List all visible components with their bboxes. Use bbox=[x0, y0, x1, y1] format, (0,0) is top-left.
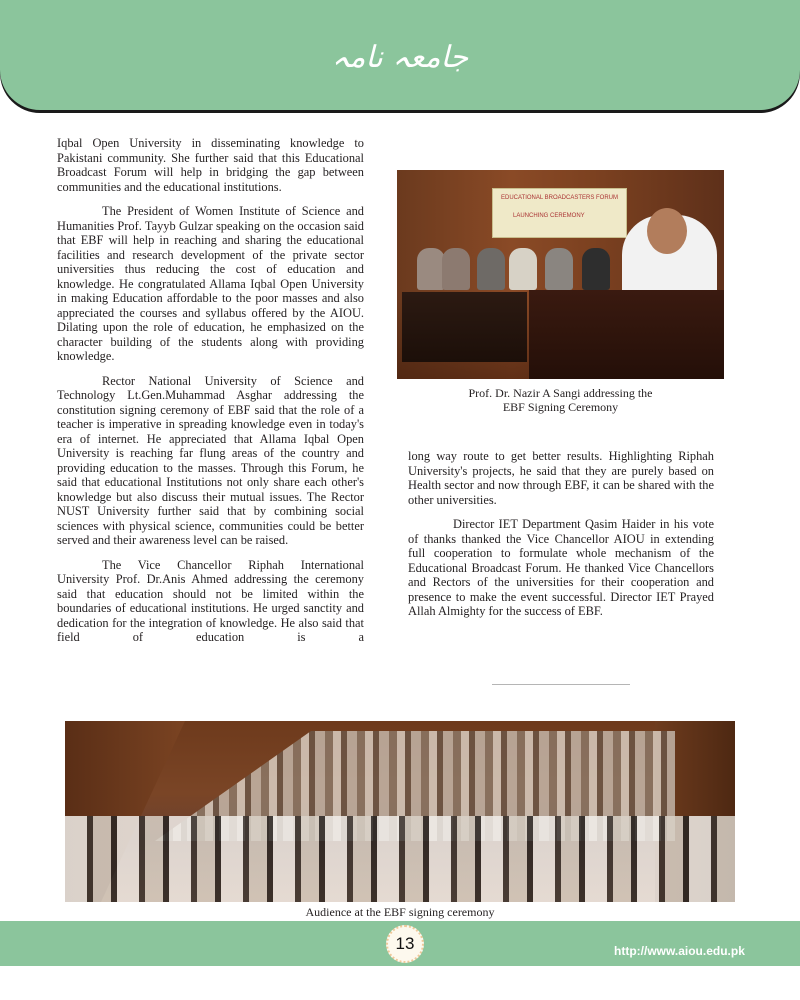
paragraph: Iqbal Open University in disseminating knowledge to Pakistani community. She further said that this Educational Broadcast Forum will help in bridging the gap between communities and the educational institutions. bbox=[57, 136, 364, 194]
caption-line: Prof. Dr. Nazir A Sangi addressing the bbox=[468, 386, 653, 400]
photo-caption-top bbox=[397, 386, 724, 414]
paragraph: long way route to get better results. Highlighting Riphah University's projects, he said that they are purely based on Health sector and now through EBF, it can be shared with the other universities. bbox=[408, 449, 714, 507]
article-right-column bbox=[408, 449, 714, 629]
header-band bbox=[0, 0, 800, 110]
banner-title: EDUCATIONAL BROADCASTERS FORUM bbox=[501, 195, 619, 201]
article-left-column bbox=[57, 136, 364, 655]
page-number-badge: 13 bbox=[386, 925, 424, 963]
seated-guest bbox=[442, 248, 470, 290]
seated-guest bbox=[582, 248, 610, 290]
podium bbox=[529, 290, 724, 379]
caption-line: EBF Signing Ceremony bbox=[502, 400, 619, 414]
paragraph: Director IET Department Qasim Haider in his vote of thanks thanked the Vice Chancellor AIOU in extending full cooperation to formulate whole mechanism of the Educational Broadcast Forum. He thanked Vice Chancellors and Rectors of the universities for their cooperation and presence to make the event successful. Director IET Prayed Allah Almighty for the success of EBF. bbox=[408, 517, 714, 618]
speaker-head bbox=[647, 208, 687, 254]
seated-guest bbox=[545, 248, 573, 290]
paragraph: The Vice Chancellor Riphah International University Prof. Dr.Anis Ahmed addressing the ceremony said that education should not be limited within the boundaries of educational institutions. He urged sanctity and dedication for the integration of knowledge. He also said that field of education is a bbox=[57, 557, 364, 644]
seated-guest bbox=[417, 248, 445, 290]
desk bbox=[402, 292, 527, 362]
paragraph: Rector National University of Science and Technology Lt.Gen.Muhammad Asghar addressing the constitution signing ceremony of EBF said that the role of a teacher is imperative in spreading knowledge even in today's era of internet. He appreciated that Allama Iqbal Open University is reaching far flung areas of the country and providing education to the masses. Through this Forum, he said that educational Institutions not only share each other's knowledge but also discuss their mutual issues. The Rector NUST University further said that by combining social sciences with physical science, communities could be better served and their awareness level can be raised. bbox=[57, 373, 364, 547]
speaker-photo bbox=[397, 170, 724, 379]
website-link[interactable]: http://www.aiou.edu.pk bbox=[614, 944, 745, 958]
photo-caption-bottom: Audience at the EBF signing ceremony bbox=[305, 905, 495, 919]
seated-guest bbox=[477, 248, 505, 290]
event-banner bbox=[492, 188, 627, 238]
paragraph: The President of Women Institute of Science and Humanities Prof. Tayyb Gulzar speaking on the occasion said that EBF will help in reaching and sharing the educational facilities and research development of the private sector universities thus reducing the cost of education and knowledge. He congratulated Allama Iqbal Open University in making Education affordable to the poor masses and also appreciated the courses and syllabus offered by the AIOU. Dilating upon the role of education, he emphasized on the character building of the students along with providing knowledge. bbox=[57, 204, 364, 363]
banner-subtitle: LAUNCHING CEREMONY bbox=[513, 213, 585, 219]
audience-photo bbox=[65, 721, 735, 902]
seated-guest bbox=[509, 248, 537, 290]
magazine-title: جامعہ نامہ bbox=[331, 40, 469, 75]
audience-front-row bbox=[65, 816, 735, 902]
end-of-article-divider bbox=[492, 684, 630, 685]
